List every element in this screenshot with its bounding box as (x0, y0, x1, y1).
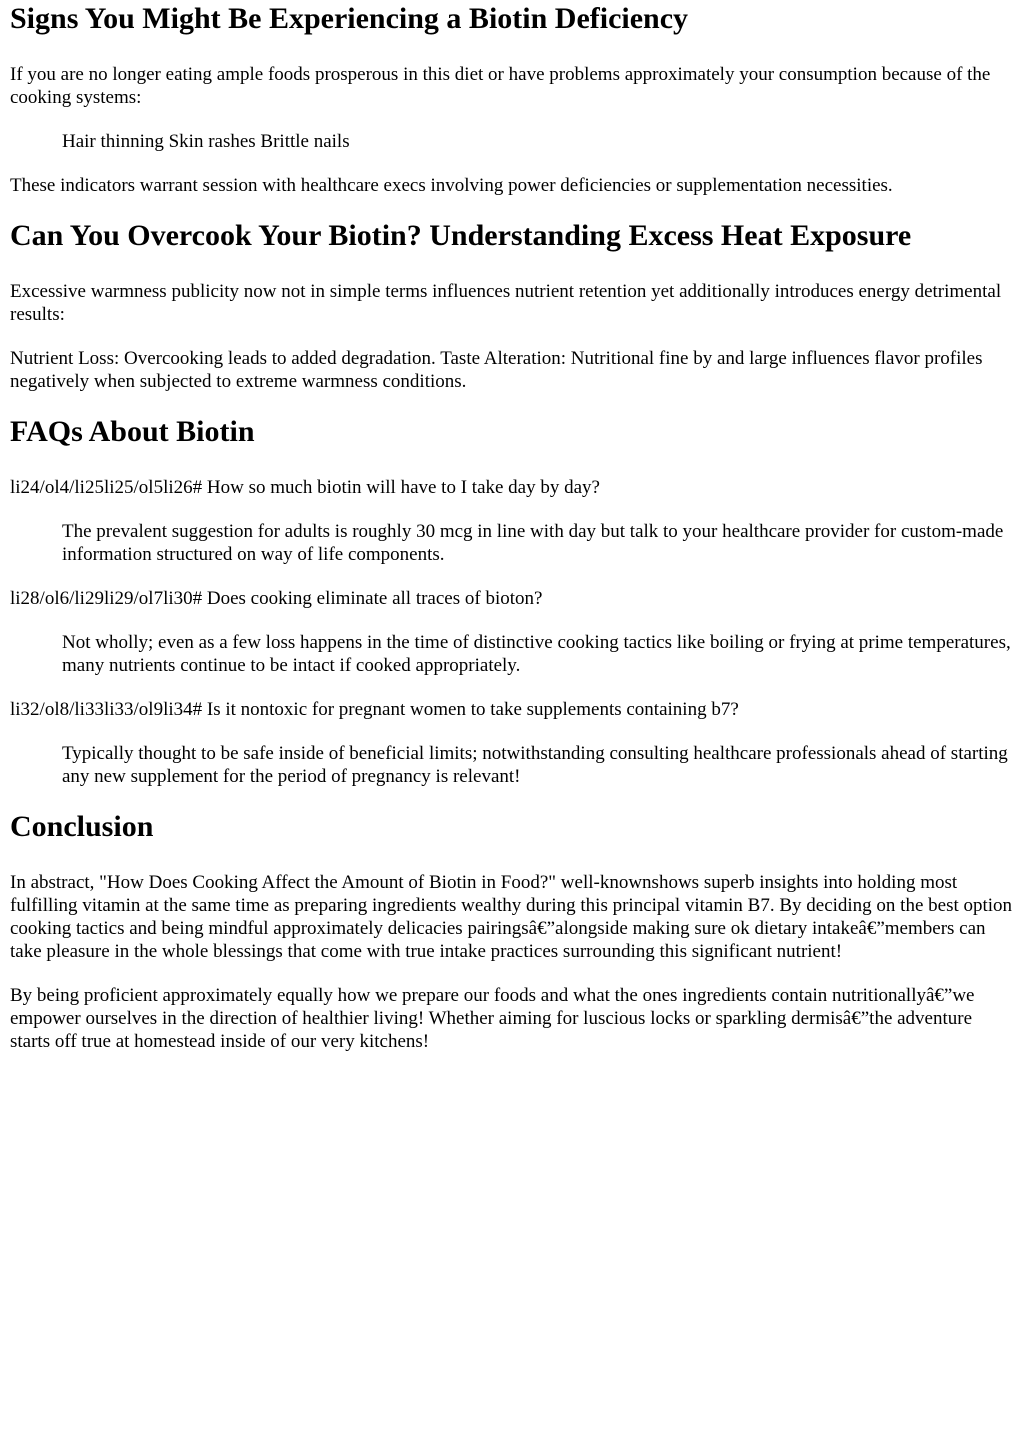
faq-answer: Not wholly; even as a few loss happens in the time of distinctive cooking tactics like boiling or frying at prime temperatures, many nutrients continue to be intact if cooked appropriately. (62, 632, 1011, 676)
faq-question: li28/ol6/li29li29/ol7li30# Does cooking eliminate all traces of bioton? (10, 588, 543, 609)
section-heading-conclusion: Conclusion (10, 810, 154, 843)
faq-answer: Typically thought to be safe inside of beneficial limits; notwithstanding consulting healthcare professionals ahead of starting any new supplement for the period of pregnancy is relevant! (62, 743, 1008, 787)
faq-question: li24/ol4/li25li25/ol5li26# How so much biotin will have to I take day by day? (10, 477, 600, 498)
faq-question: li32/ol8/li33li33/ol9li34# Is it nontoxic for pregnant women to take supplements containing b7? (10, 699, 739, 720)
section-heading-overcook: Can You Overcook Your Biotin? Understanding Excess Heat Exposure (10, 219, 912, 252)
overcook-intro-paragraph: Excessive warmness publicity now not in simple terms influences nutrient retention yet additionally introduces energy detrimental results: (10, 281, 1002, 325)
conclusion-paragraph: In abstract, "How Does Cooking Affect the Amount of Biotin in Food?" well-knownshows superb insights into holding most fulfilling vitamin at the same time as preparing ingredients wealthy during this principal vitamin B7. By deciding on the best option cooking tactics and being mindful approximately delicacies pairingsâ€”alongside making sure ok dietary intakeâ€”members can take pleasure in the whole blessings that come with true intake practices surrounding this significant nutrient! (10, 872, 1013, 962)
overcook-effects-paragraph: Nutrient Loss: Overcooking leads to added degradation. Taste Alteration: Nutritional fine by and large influences flavor profiles negatively when subjected to extreme warmness conditions. (10, 348, 983, 392)
symptoms-blockquote: Hair thinning Skin rashes Brittle nails (62, 131, 350, 152)
signs-note-paragraph: These indicators warrant session with healthcare execs involving power deficiencies or supplementation necessities. (10, 175, 893, 196)
signs-intro-paragraph: If you are no longer eating ample foods prosperous in this diet or have problems approximately your consumption because of the cooking systems: (10, 64, 991, 108)
conclusion-paragraph: By being proficient approximately equally how we prepare our foods and what the ones ingredients contain nutritionallyâ€”we empower ourselves in the direction of healthier living! Whether aiming for luscious locks or sparkling dermisâ€”the adventure starts off true at homestead inside of our very kitchens! (10, 985, 975, 1052)
section-heading-signs: Signs You Might Be Experiencing a Biotin Deficiency (10, 2, 689, 35)
faq-answer: The prevalent suggestion for adults is roughly 30 mcg in line with day but talk to your healthcare provider for custom-made information structured on way of life components. (62, 521, 1004, 565)
section-heading-faqs: FAQs About Biotin (10, 415, 255, 448)
